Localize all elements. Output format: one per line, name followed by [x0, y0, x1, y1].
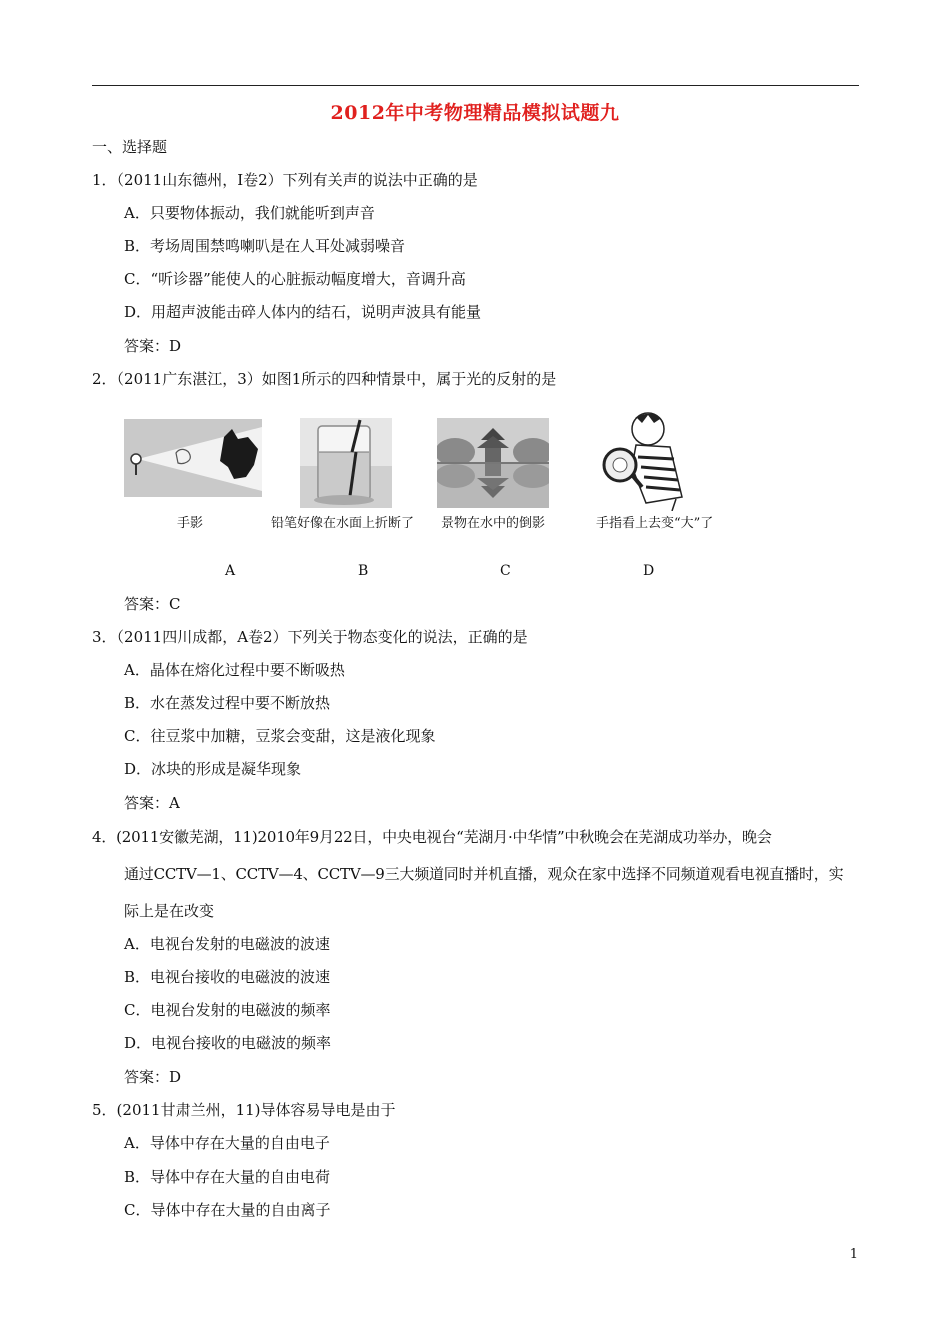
figure-letter-b: B [358, 563, 369, 579]
q4-stem-line-1: 4．(2011安徽芜湖，11)2010年9月22日，中央电视台“芜湖月·中华情”中秋晚会在芜湖成功举办，晚会 [92, 828, 772, 846]
figure-letter-a: A [225, 563, 236, 579]
q4-stem-line-2: 通过CCTV—1、CCTV—4、CCTV—9三大频道同时并机直播，观众在家中选择不同频道观看电视直播时，实 [124, 865, 844, 883]
q3-option-a: A．晶体在熔化过程中要不断吸热 [124, 661, 345, 679]
q5-option-c: C．导体中存在大量的自由离子 [124, 1201, 331, 1219]
q5-option-a: A．导体中存在大量的自由电子 [124, 1134, 330, 1152]
q1-option-d: D．用超声波能击碎人体内的结石，说明声波具有能量 [124, 303, 482, 321]
q2-stem: 2．（2011广东湛江，3）如图1所示的四种情景中，属于光的反射的是 [92, 370, 557, 388]
figure-a-caption: 手影 [177, 516, 204, 531]
q5-option-b: B．导体中存在大量的自由电荷 [124, 1168, 331, 1186]
q3-option-b: B．水在蒸发过程中要不断放热 [124, 694, 331, 712]
q1-option-c: C．“听诊器”能使人的心脏振动幅度增大，音调升高 [124, 270, 466, 288]
pencil-in-water-figure [300, 418, 392, 508]
q4-option-c: C．电视台发射的电磁波的频率 [124, 1001, 331, 1019]
page-number: 1 [849, 1247, 858, 1262]
q3-answer: 答案：A [124, 794, 180, 812]
q1-option-b: B．考场周围禁鸣喇叭是在人耳处减弱噪音 [124, 237, 406, 255]
figure-letter-d: D [643, 563, 655, 579]
header-rule [92, 85, 859, 86]
reflection-in-water-figure [437, 418, 549, 508]
q4-option-b: B．电视台接收的电磁波的波速 [124, 968, 331, 986]
q4-stem-line-3: 际上是在改变 [124, 902, 215, 920]
q1-option-a: A．只要物体振动，我们就能听到声音 [124, 204, 375, 222]
q3-option-c: C．往豆浆中加糖，豆浆会变甜，这是液化现象 [124, 727, 436, 745]
q4-answer: 答案：D [124, 1068, 182, 1086]
q3-option-d: D．冰块的形成是凝华现象 [124, 760, 302, 778]
figure-c-caption: 景物在水中的倒影 [441, 516, 546, 531]
figure-d-caption: 手指看上去变“大”了 [596, 516, 714, 531]
hand-shadow-figure [124, 419, 262, 497]
q2-answer: 答案：C [124, 595, 181, 613]
section-heading: 一、选择题 [92, 138, 168, 156]
figure-letter-c: C [500, 563, 511, 579]
q1-answer: 答案：D [124, 337, 182, 355]
page-title: 2012年中考物理精品模拟试题九 [330, 102, 620, 124]
q5-stem: 5．(2011甘肃兰州，11)导体容易导电是由于 [92, 1101, 396, 1119]
figure-b-caption: 铅笔好像在水面上折断了 [271, 516, 415, 531]
q1-stem: 1．（2011山东德州，Ⅰ卷2）下列有关声的说法中正确的是 [92, 171, 478, 189]
q4-option-a: A．电视台发射的电磁波的波速 [124, 935, 330, 953]
q3-stem: 3．（2011四川成都，A卷2）下列关于物态变化的说法，正确的是 [92, 628, 528, 646]
q4-option-d: D．电视台接收的电磁波的频率 [124, 1034, 332, 1052]
magnifier-boy-figure [596, 407, 696, 511]
